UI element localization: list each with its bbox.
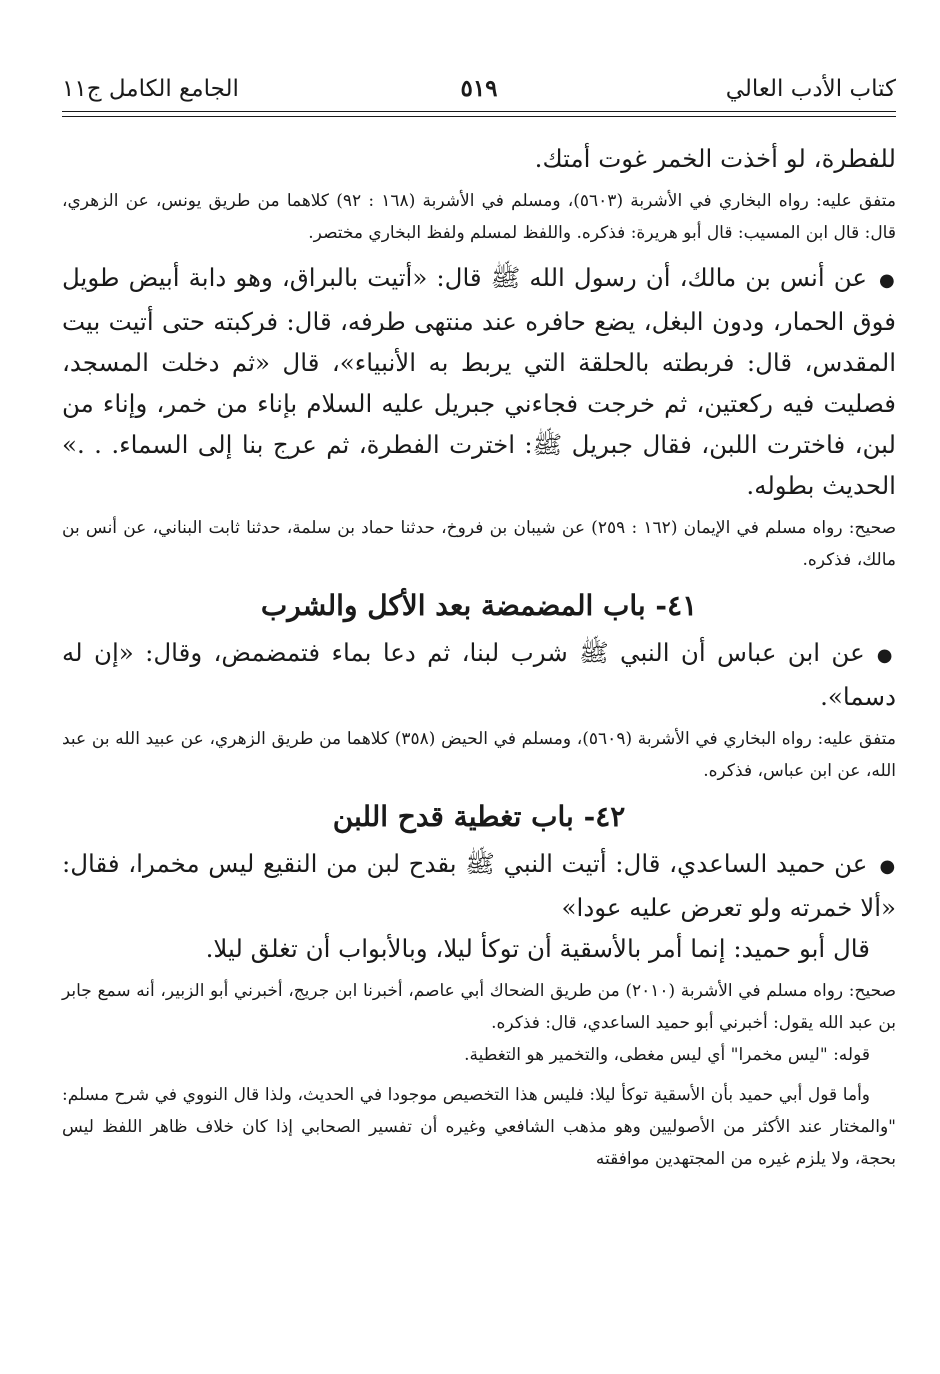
- commentary-note: وأما قول أبي حميد بأن الأسقية توكأ ليلا: فليس هذا التخصيص موجودا في الحديث، ولذا قال النووي في شرح مسلم: "والمختار عند الأكثر من الأصوليين وهو مذهب الشافعي وغيره أن تفسير الصحابي إذا كان خلاف ظاهر اللفظ ليس بحجة، ولا يلزم غيره من المجتهدين موافقته: [62, 1085, 896, 1169]
- book-title: كتاب الأدب العالي: [725, 76, 896, 102]
- collection-title: الجامع الكامل ج١١: [62, 76, 239, 102]
- page-header: [62, 0, 896, 118]
- takhrij-note: صحيح: رواه مسلم في الأشربة (٢٠١٠) من طريق الضحاك أبي عاصم، أخبرنا ابن جريج، أخبرني أبو الزبير، أنه سمع جابر بن عبد الله يقول: أخبرني أبو حميد الساعدي، قال: فذكره.: [62, 981, 896, 1033]
- chapter-heading: ٤١- باب المضمضة بعد الأكل والشرب: [260, 589, 698, 622]
- hadith-text: عن حميد الساعدي، قال: أتيت النبي ﷺ بقدح لبن من النقيع ليس مخمرا، فقال: «ألا خمرته ولو تعرض عليه عودا»: [62, 849, 896, 922]
- hadith-paragraph: [62, 632, 896, 717]
- takhrij-note: متفق عليه: رواه البخاري في الأشربة (٥٦٠٩)، ومسلم في الحيض (٣٥٨) كلاهما من طريق الزهري، عن عبيد الله بن عبد الله، عن ابن عباس، فذكره.: [62, 729, 896, 781]
- narrator-comment: قال أبو حميد: إنما أمر بالأسقية أن توكأ ليلا، وبالأبواب أن تغلق ليلا.: [205, 934, 870, 963]
- header-rule-bottom: [62, 116, 896, 117]
- takhrij-note: متفق عليه: رواه البخاري في الأشربة (٥٦٠٣)، ومسلم في الأشربة (١٦٨ : ٩٢) كلاهما من طريق يونس، عن الزهري، قال: قال ابن المسيب: قال أبو هريرة: فذكره. واللفظ لمسلم ولفظ البخاري مختصر.: [62, 191, 897, 243]
- hadith-paragraph: [62, 843, 896, 928]
- bullet-icon: ●: [879, 856, 896, 877]
- page-number: ٥١٩: [460, 75, 498, 102]
- takhrij-note: صحيح: رواه مسلم في الإيمان (١٦٢ : ٢٥٩) عن شيبان بن فروخ، حدثنا حماد بن سلمة، حدثنا ثابت البناني، عن أنس بن مالك، فذكره.: [62, 518, 897, 570]
- header-rule-top: [62, 111, 896, 112]
- hadith-paragraph: [62, 257, 896, 506]
- chapter-heading: ٤٢- باب تغطية قدح اللبن: [332, 800, 626, 833]
- page-body: [62, 138, 896, 1175]
- bullet-icon: ●: [879, 270, 896, 291]
- hadith-continuation: للفطرة، لو أخذت الخمر غوت أمتك.: [534, 144, 896, 173]
- bullet-icon: ●: [876, 645, 896, 666]
- word-explanation: قوله: "ليس مخمرا" أي ليس مغطى، والتخمير هو التغطية.: [464, 1045, 870, 1065]
- hadith-text: عن أنس بن مالك، أن رسول الله ﷺ قال: «أتيت بالبراق، وهو دابة أبيض طويل فوق الحمار، ودون البغل، يضع حافره عند منتهى طرفه، قال: فركبته حتى أتيت بيت المقدس، قال: فربطته بالحلقة التي يربط به الأنبياء»، قال «ثم دخلت المسجد، فصليت فيه ركعتين، ثم خرجت فجاءني جبريل عليه السلام بإناء من خمر، وإناء من لبن، فاخترت اللبن، فقال جبريل ﷺ: اخترت الفطرة، ثم عرج بنا إلى السماء. . .» الحديث بطوله.: [62, 263, 896, 500]
- hadith-text: عن ابن عباس أن النبي ﷺ شرب لبنا، ثم دعا بماء فتمضمض، وقال: «إن له دسما».: [62, 638, 896, 711]
